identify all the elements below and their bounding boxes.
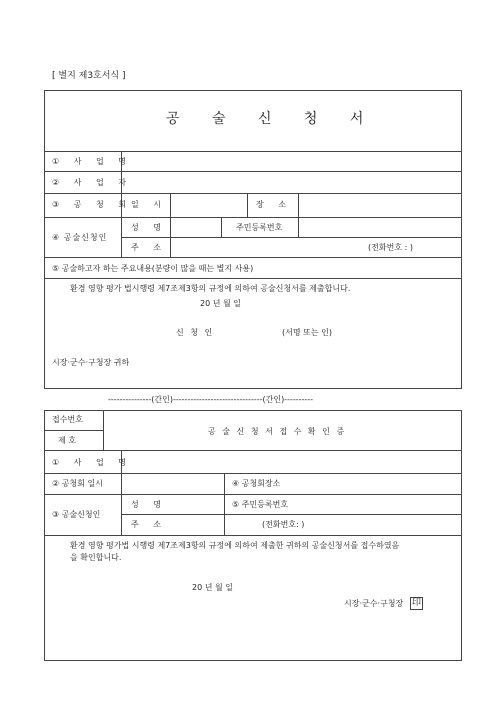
receipt-date: 20 년 월 일 <box>192 583 233 592</box>
applicant-sign-field[interactable] <box>216 325 276 339</box>
hearing-datetime-field[interactable] <box>172 195 245 215</box>
submission-statement: 환경 영향 평가 법시행령 제7조제3항의 규정에 의하여 공술신청서를 제출합니다. <box>70 284 351 293</box>
receipt-statement-line1: 환경 영향 평가법 시행령 제7조제3항의 규정에 의하여 제출한 귀하의 공술신청서를 접수하였음 <box>70 541 400 550</box>
hearing-place-label: 장 소 <box>256 200 292 209</box>
main-content-label: ⑤ 공술하고자 하는 주요내용(분량이 많을 때는 별지 사용) <box>52 264 254 273</box>
form-label: [ 별지 제3호서식 ] <box>52 71 126 81</box>
business-name-field[interactable] <box>123 153 460 169</box>
receipt-business-name-field[interactable] <box>123 452 460 471</box>
receipt-name-field[interactable] <box>172 496 222 512</box>
receipt-number-label: 접수번호 <box>52 415 83 424</box>
receipt-hearing-place-label: ④ 공청회장소 <box>232 479 281 488</box>
business-operator-label: ② 사 업 자 <box>52 178 132 187</box>
applicant-rrn-field[interactable] <box>300 219 460 235</box>
hearing-label: ③ 공 청 회 <box>52 200 132 209</box>
official-seal: 印 <box>412 598 422 608</box>
submission-date: 20 년 월 일 <box>200 299 241 308</box>
applicant-rrn-label: 주민등록번호 <box>236 223 283 232</box>
receipt-business-name-label: ① 사 업 명 <box>52 458 132 467</box>
applicant-address-field[interactable] <box>172 239 362 255</box>
applicant-address-label: 주 소 <box>131 243 167 252</box>
receipt-rrn-field[interactable] <box>300 496 460 512</box>
business-operator-field[interactable] <box>123 173 460 191</box>
receipt-signer: 시장·군수·구청장 <box>344 599 404 608</box>
receipt-address-field[interactable] <box>172 516 222 533</box>
receipt-statement-line2: 을 확인합니다. <box>70 553 122 562</box>
receipt-rrn-label: ⑤ 주민등록번호 <box>232 500 289 509</box>
cut-line: ---------------(간인)-------------------------------(간인)---------- <box>108 395 314 404</box>
receipt-address-label: 주 소 <box>131 520 167 529</box>
applicant-label: ④ 공술신청인 <box>52 233 108 242</box>
business-name-label: ① 사 업 명 <box>52 157 132 166</box>
receipt-hearing-datetime-field[interactable] <box>123 475 222 492</box>
hearing-datetime-label: 일 시 <box>131 200 167 209</box>
signature-note: (서명 또는 인) <box>282 328 332 337</box>
receipt-hearing-place-field[interactable] <box>290 475 460 492</box>
addressee: 시장·군수·구청장 귀하 <box>52 358 130 367</box>
receipt-number-label-2: 제 호 <box>58 436 76 445</box>
receipt-title: 공 술 신 청 서 접 수 확 인 증 <box>208 427 347 436</box>
receipt-name-label: 성 명 <box>131 500 167 509</box>
form-title: 공 술 신 청 서 <box>166 111 378 127</box>
receipt-applicant-label: ③ 공술신청인 <box>52 510 101 519</box>
receipt-phone-label: (전화번호: ) <box>262 520 305 529</box>
applicant-name-label: 성 명 <box>131 223 167 232</box>
receipt-hearing-datetime-label: ② 공청회 일시 <box>52 479 103 488</box>
applicant-phone-label: (전화번호 : ) <box>368 243 413 252</box>
hearing-place-field[interactable] <box>300 195 460 215</box>
applicant-sign-label: 신 청 인 <box>176 328 215 337</box>
applicant-name-field[interactable] <box>172 219 219 235</box>
